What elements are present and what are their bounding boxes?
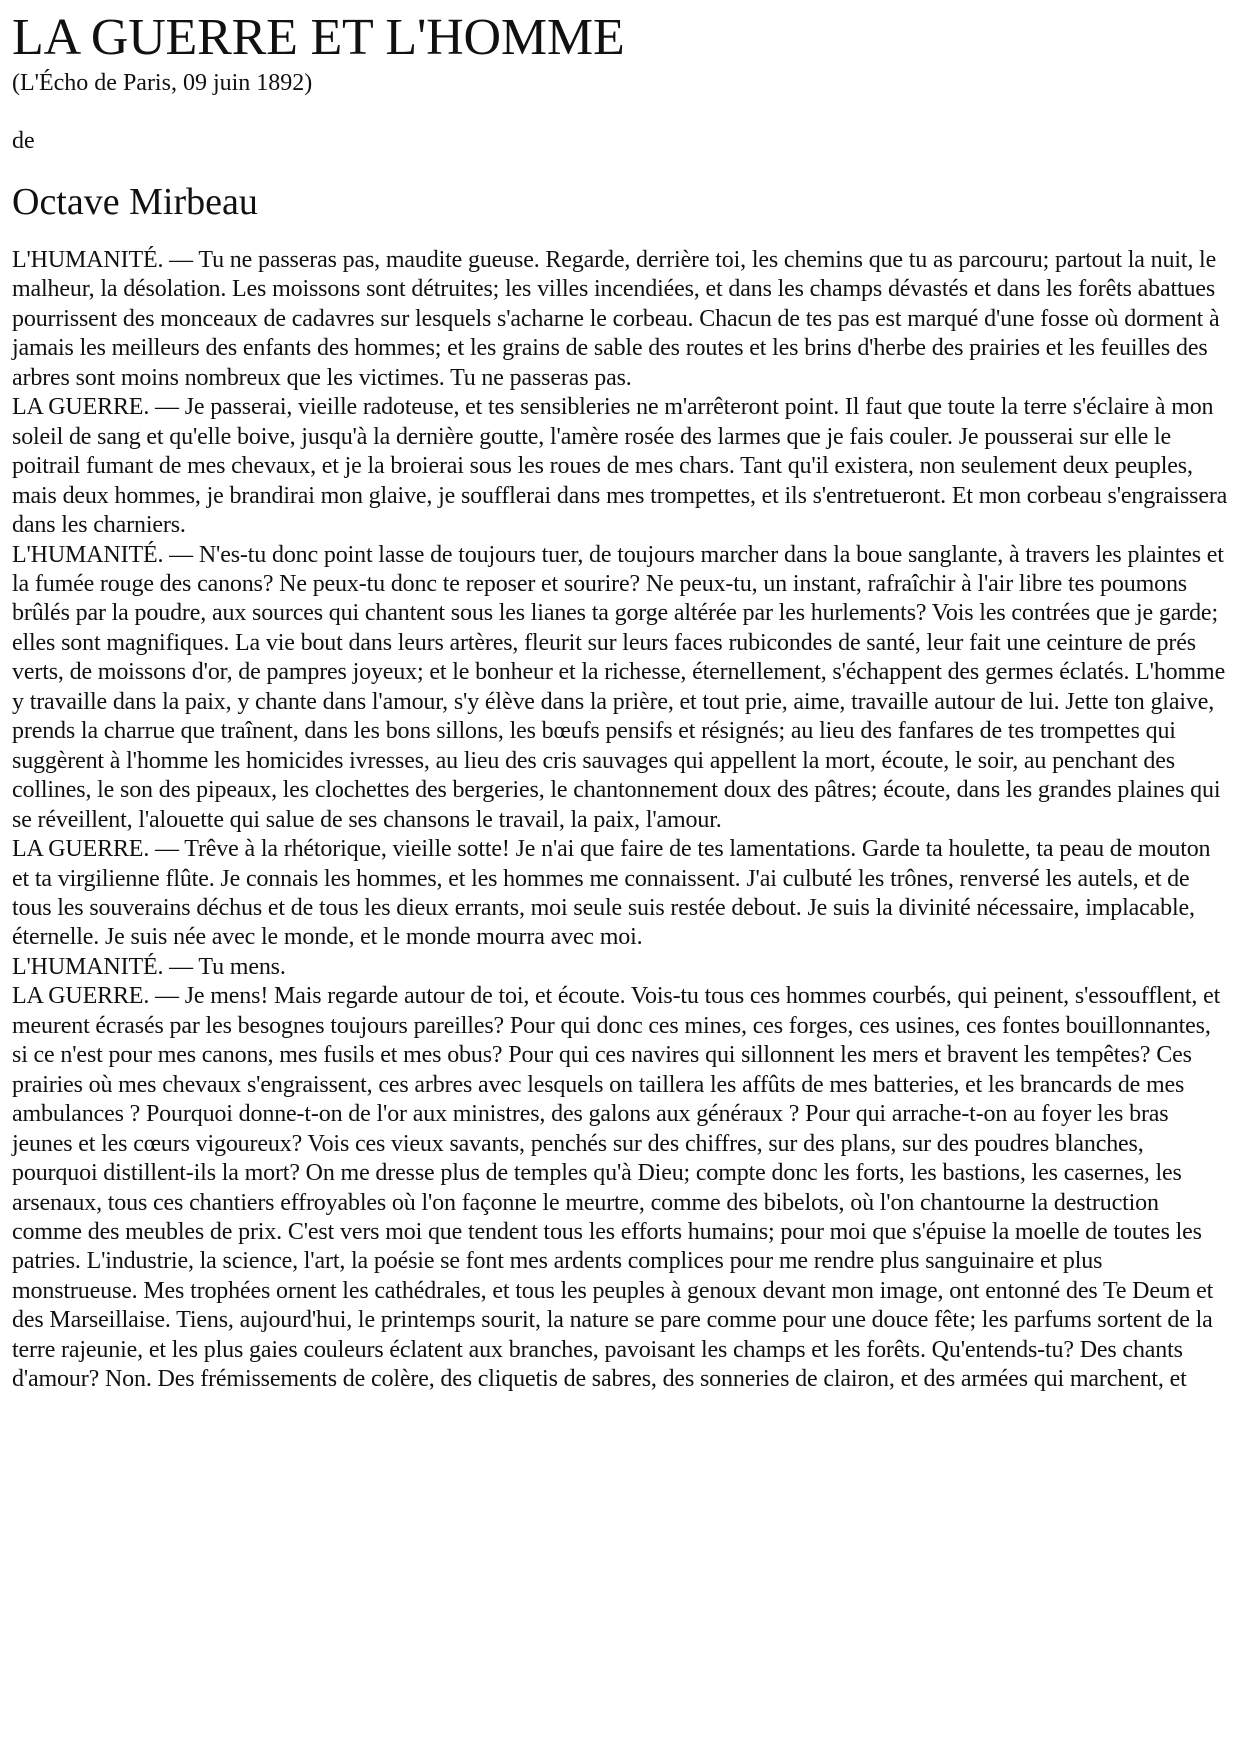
paragraph: LA GUERRE. — Je mens! Mais regarde autour de toi, et écoute. Vois-tu tous ces hommes courbés, qui peinent, s'essoufflent, et meurent écrasés par les besognes toujours pareilles? Pour qui donc ces mines, ces forges, ces usines, ces fontes bouillonnantes, si ce n'est pour mes canons, mes fusils et mes obus? Pour qui ces navires qui sillonnent les mers et bravent les tempêtes? Ces prairies où mes chevaux s'engraissent, ces arbres avec lesquels on taillera les affûts de mes batteries, et les brancards de mes ambulances ? Pourquoi donne-t-on de l'or aux ministres, des galons aux généraux ? Pour qui arrache-t-on au foyer les bras jeunes et les cœurs vigoureux? Vois ces vieux savants, penchés sur des chiffres, sur des plans, sur des poudres blanches, pourquoi distillent-ils la mort? On me dresse plus de temples qu'à Dieu; compte donc les forts, les bastions, les casernes, les arsenaux, tous ces chantiers effroyables où l'on façonne le meurtre, comme des bibelots, où l'on chantourne la destruction comme des meubles de prix. C'est vers moi que tendent tous les efforts humains; pour moi que s'épuise la moelle de toutes les patries. L'industrie, la science, l'art, la poésie se font mes ardents complices pour me rendre plus sanguinaire et plus monstrueuse. Mes trophées ornent les cathédrales, et tous les peuples à genoux devant mon image, ont entonné des Te Deum et des Marseillaise. Tiens, aujourd'hui, le printemps sourit, la nature se pare comme pour une douce fête; les parfums sortent de la terre rajeunie, et les plus gaies couleurs éclatent aux branches, pavoisant les champs et les forêts. Qu'entends-tu? Des chants d'amour? Non. Des frémissements de colère, des cliquetis de sabres, des sonneries de clairon, et des armées qui marchent, et (12, 983, 1221, 1393)
author-name: Octave Mirbeau (12, 181, 258, 223)
paragraph: LA GUERRE. — Trêve à la rhétorique, vieille sotte! Je n'ai que faire de tes lamentations. Garde ta houlette, ta peau de mouton et ta virgilienne flûte. Je connais les hommes, et les hommes me connaissent. J'ai culbuté les trônes, renversé les autels, et de tous les souverains déchus et de tous les dieux errants, moi seule suis restée debout. Je suis la divinité nécessaire, implacable, éternelle. Je suis née avec le monde, et le monde mourra avec moi. (12, 836, 1211, 951)
publication-source: (L'Écho de Paris, 09 juin 1892) (12, 70, 313, 96)
paragraph: LA GUERRE. — Je passerai, vieille radoteuse, et tes sensibleries ne m'arrêteront point. Il faut que toute la terre s'éclaire à mon soleil de sang et qu'elle boive, jusqu'à la dernière goutte, l'amère rosée des larmes que je fais couler. Je pousserai sur elle le poitrail fumant de mes chevaux, et je la broierai sous les roues de mes chars. Tant qu'il existera, non seulement deux peuples, mais deux hommes, je brandirai mon glaive, je soufflerai dans mes trompettes, et ils s'entretueront. Et mon corbeau s'engraissera dans les charniers. (12, 394, 1228, 539)
paragraph: L'HUMANITÉ. — Tu mens. (12, 953, 286, 980)
document-page (0, 8, 1240, 1395)
document-title: LA GUERRE ET L'HOMME (12, 9, 625, 66)
document-body (12, 246, 1228, 1395)
paragraph: L'HUMANITÉ. — N'es-tu donc point lasse de toujours tuer, de toujours marcher dans la boue sanglante, à travers les plaintes et la fumée rouge des canons? Ne peux-tu donc te reposer et sourire? Ne peux-tu, un instant, rafraîchir à l'air libre tes poumons brûlés par la poudre, aux sources qui chantent sous les lianes ta gorge altérée par les hurlements? Vois les contrées que je garde; elles sont magnifiques. La vie bout dans leurs artères, fleurit sur leurs faces rubicondes de santé, leur fait une ceinture de prés verts, de moissons d'or, de pampres joyeux; et le bonheur et la richesse, éternellement, s'échappent des germes éclatés. L'homme y travaille dans la paix, y chante dans l'amour, s'y élève dans la prière, et tout prie, aime, travaille autour de lui. Jette ton glaive, prends la charrue que traînent, dans les bons sillons, les bœufs pensifs et résignés; au lieu des fanfares de tes trompettes qui suggèrent à l'homme les homicides ivresses, au lieu des cris sauvages qui appellent la mort, écoute, le soir, au penchant des collines, le son des pipeaux, les clochettes des bergeries, le chantonnement doux des pâtres; écoute, dans les grandes plaines qui se réveillent, l'alouette qui salue de ses chansons le travail, la paix, l'amour. (12, 541, 1226, 833)
paragraph: L'HUMANITÉ. — Tu ne passeras pas, maudite gueuse. Regarde, derrière toi, les chemins que tu as parcouru; partout la nuit, le malheur, la désolation. Les moissons sont détruites; les villes incendiées, et dans les champs dévastés et dans les forêts abattues pourrissent des monceaux de cadavres sur lesquels s'acharne le corbeau. Chacun de tes pas est marqué d'une fosse où dorment à jamais les meilleurs des enfants des hommes; et les grains de sable des routes et les brins d'herbe des prairies et les feuilles des arbres sont moins nombreux que les victimes. Tu ne passeras pas. (12, 247, 1220, 391)
author-preposition: de (12, 128, 35, 154)
